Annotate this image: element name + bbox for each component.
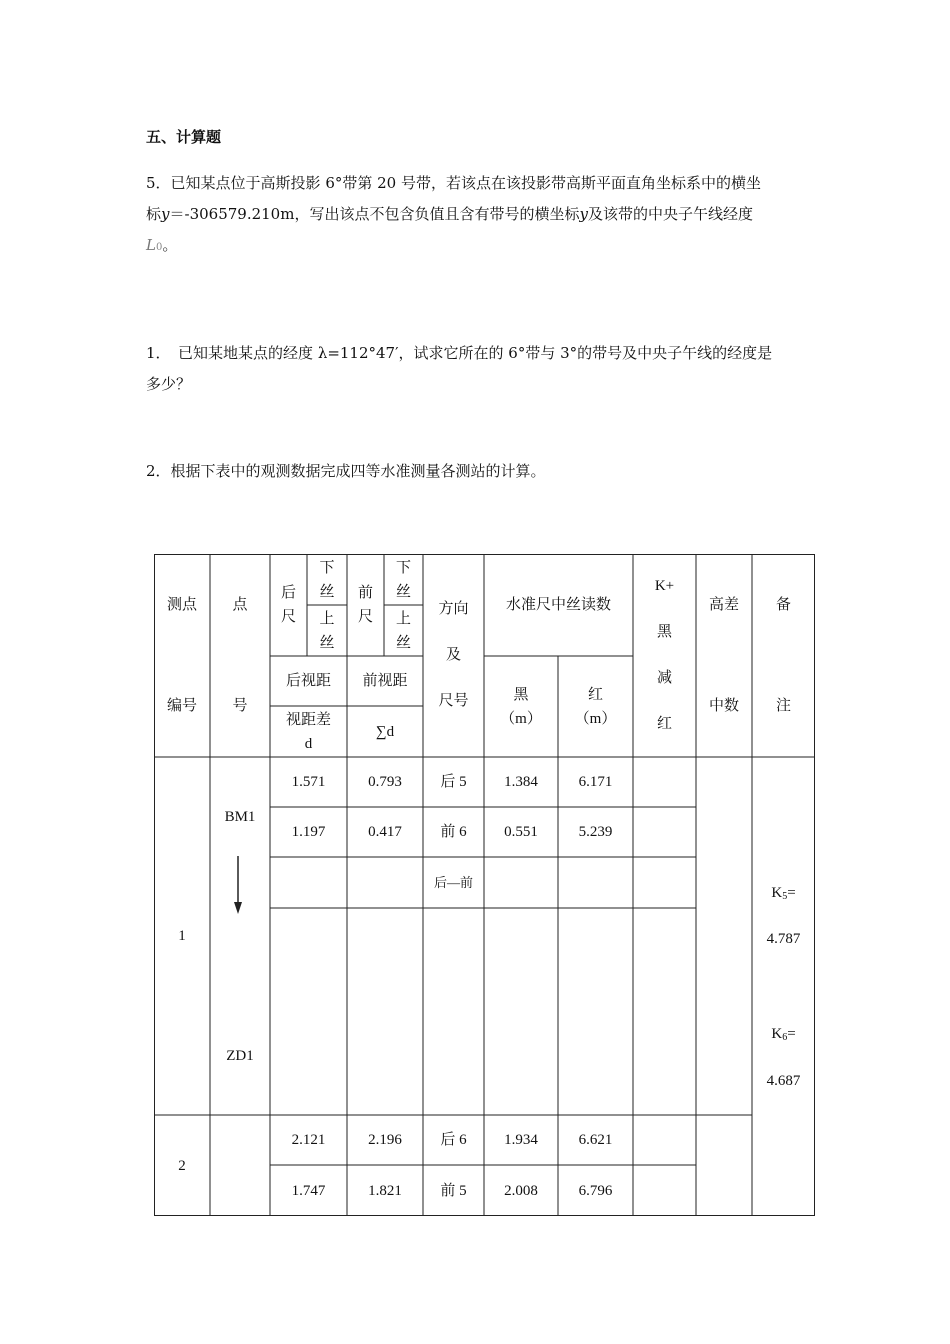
header-sum-d: ∑d [375, 723, 395, 740]
header-direction: 方向 及 尺号 [438, 601, 469, 709]
s2-r1-red: 6.621 [578, 1132, 613, 1148]
s1-r2-black: 0.551 [504, 824, 538, 840]
s2-r2-red: 6.796 [578, 1182, 613, 1199]
remark-k5-value: 4.787 [766, 931, 801, 947]
s1-r3-dir: 后—前 [433, 874, 473, 890]
s2-r2-back: 1.747 [291, 1182, 326, 1199]
s2-r1-back: 2.121 [291, 1132, 326, 1148]
header-point-name: 点 号 [232, 596, 248, 715]
s2-r1-black: 1.934 [504, 1132, 538, 1148]
station-1-from: BM1 [224, 809, 256, 825]
remark-k6-value: 4.687 [766, 1073, 801, 1089]
question-1 [146, 338, 772, 400]
question-5-line-3: L0。 [146, 236, 178, 254]
station-1-id: 1 [178, 928, 186, 944]
question-5-line-1: 5．已知某点位于高斯投影 6°带第 20 号带，若该点在该投影带高斯平面直角坐标系中的横坐 [146, 174, 761, 192]
s1-r1-front: 0.793 [368, 774, 402, 790]
s1-r1-back: 1.571 [291, 774, 326, 790]
s2-r2-front: 1.821 [368, 1182, 402, 1199]
header-front-upper-wire: 上 丝 [395, 610, 411, 651]
station-2-id: 2 [178, 1157, 186, 1174]
question-2-line-1: 2．根据下表中的观测数据完成四等水准测量各测站的计算。 [146, 462, 546, 480]
remark-k6-label: K 6 = [771, 1026, 796, 1043]
s1-r2-front: 0.417 [368, 824, 402, 840]
header-red: 红 （m） [574, 686, 617, 727]
s2-r1-front: 2.196 [368, 1132, 402, 1148]
header-k-black-minus-red: K+ 黑 减 红 [654, 578, 675, 732]
s2-r2-dir: 前 5 [440, 1182, 467, 1199]
question-2 [146, 456, 546, 487]
header-back-upper-wire: 上 丝 [319, 610, 335, 651]
s1-r2-back: 1.197 [291, 824, 326, 840]
question-1-line-1: 1． 已知某地某点的经度 λ=112°47′，试求它所在的 6°带与 3°的带号及中央子午线的经度是 [146, 344, 773, 362]
question-1-line-2: 多少？ [146, 375, 192, 393]
header-front-ruler: 前 尺 [357, 585, 373, 625]
down-arrow-icon [234, 856, 242, 914]
s2-r2-black: 2.008 [504, 1182, 538, 1199]
remark-k5-label: K 5 = [771, 885, 796, 902]
header-back-lower-wire: 下 丝 [319, 559, 335, 600]
header-remark: 备 注 [775, 596, 791, 715]
header-front-distance: 前视距 [362, 673, 408, 689]
header-station-number: 测点 编号 [166, 596, 197, 715]
header-reading: 水准尺中丝读数 [505, 597, 611, 613]
question-5 [146, 168, 761, 263]
header-back-ruler: 后 尺 [280, 585, 296, 625]
s1-r1-red: 6.171 [578, 774, 613, 790]
station-1-to: ZD1 [226, 1048, 254, 1064]
s2-r1-dir: 后 6 [440, 1132, 467, 1148]
s1-r2-red: 5.239 [578, 824, 613, 840]
s1-r1-dir: 后 5 [440, 774, 467, 790]
header-back-distance: 后视距 [285, 673, 331, 689]
question-5-line-2: 标y＝-306579.210m，写出该点不包含负值且含有带号的横坐标y及该带的中央子午线经度 [146, 205, 753, 223]
s1-r2-dir: 前 6 [440, 824, 467, 840]
header-front-lower-wire: 下 丝 [395, 559, 411, 600]
leveling-table [154, 554, 815, 1216]
header-black: 黑 （m） [500, 686, 542, 727]
header-distance-difference: 视距差 d [285, 711, 331, 752]
section-title: 五、计算题 [146, 128, 222, 146]
s1-r1-black: 1.384 [504, 774, 538, 790]
header-height-difference: 高差 中数 [708, 596, 739, 715]
